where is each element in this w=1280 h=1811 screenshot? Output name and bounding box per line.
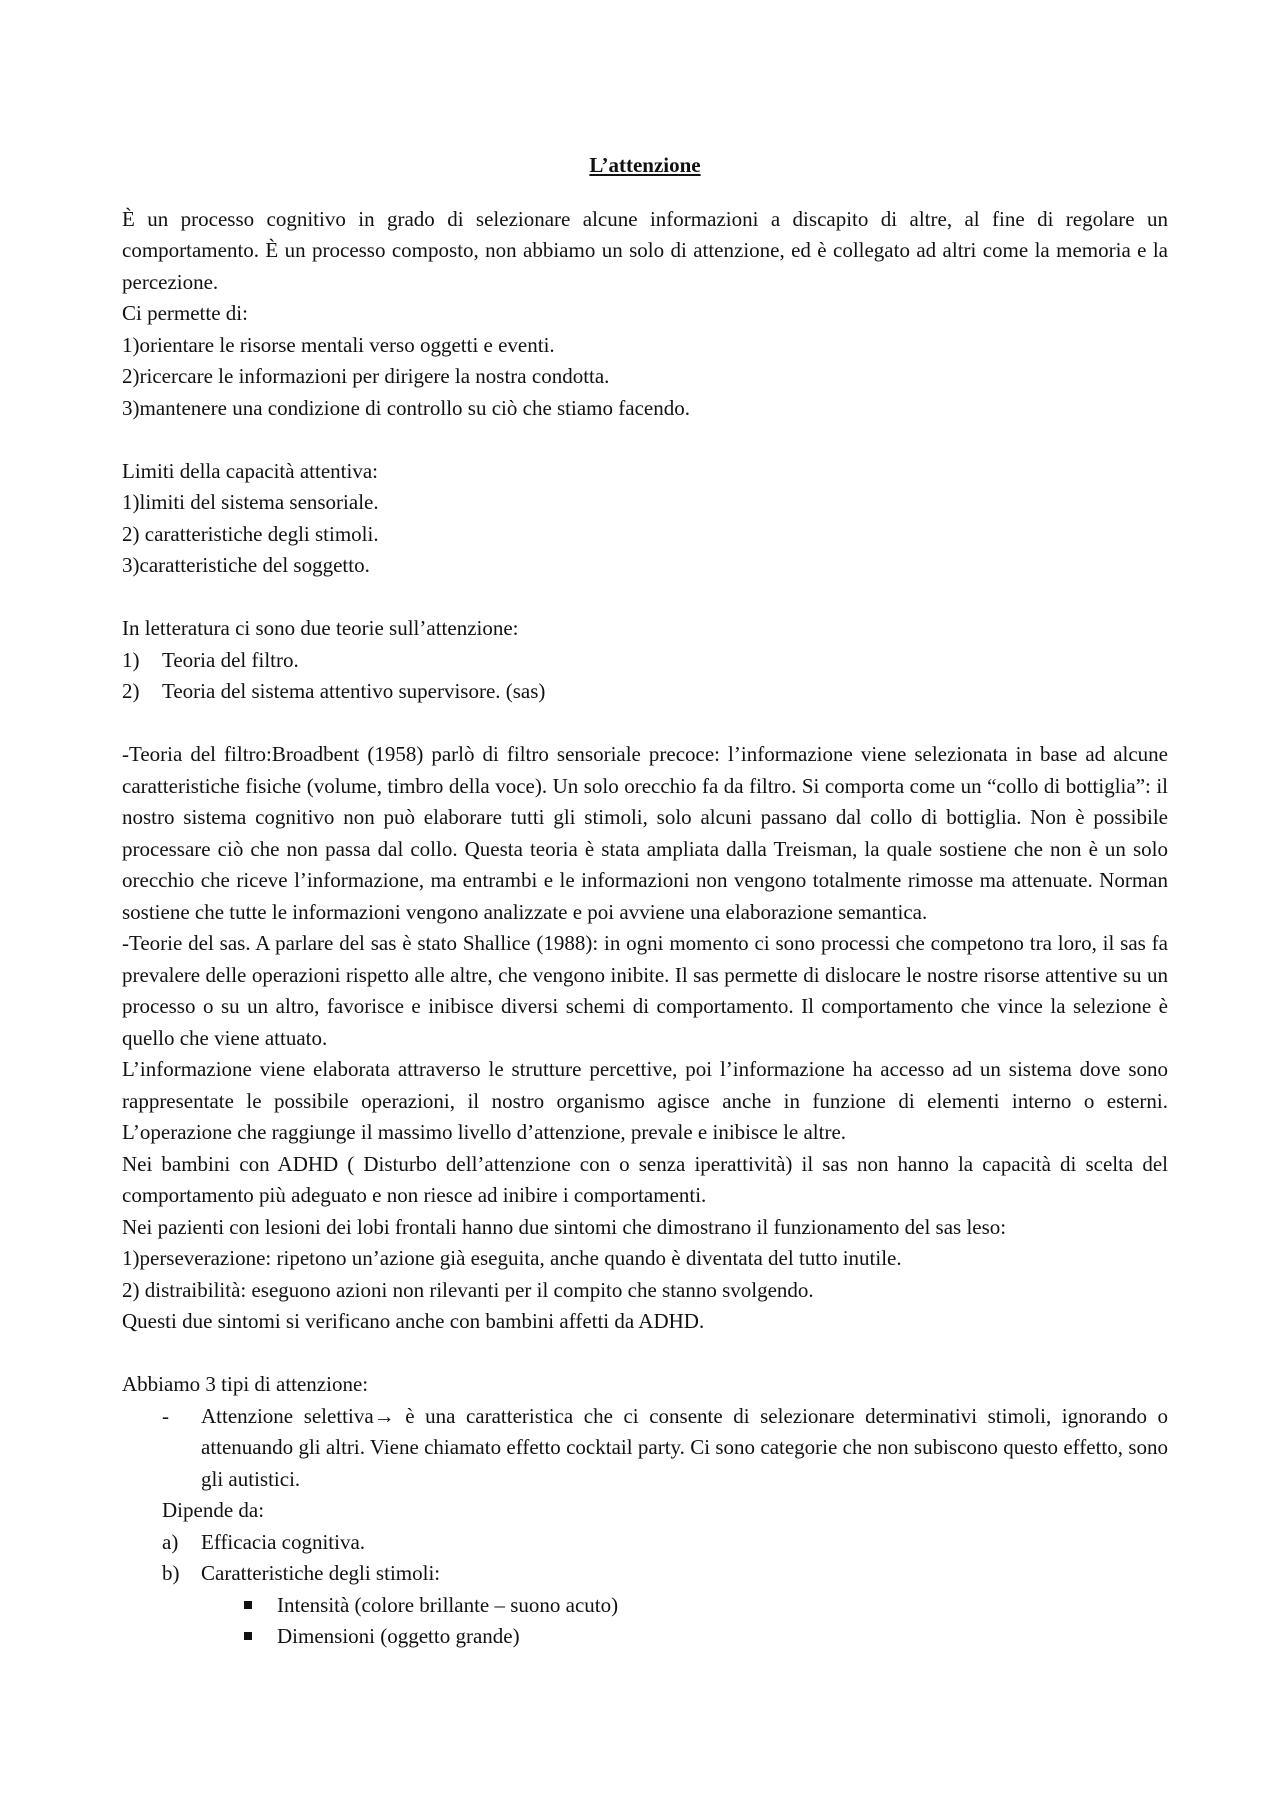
fattore-item xyxy=(122,1558,1168,1590)
fattore-item xyxy=(122,1527,1168,1559)
spacer xyxy=(122,582,1168,614)
limiti-item: 3)caratteristiche del soggetto. xyxy=(122,553,370,577)
sas-paragraph: -Teorie del sas. A parlare del sas è stato Shallice (1988): in ogni momento ci sono processi che competono tra loro, il sas fa prevalere delle operazioni rispetto alle altre, che vengono inibite. Il sas permette di dislocare le nostre risorse attentive su un processo o su un altro, favorisce e inibisce diversi schemi di comportamento. Il comportamento che vince la selezione è quello che viene attuato. xyxy=(122,931,1168,1050)
lesioni-intro: Nei pazienti con lesioni dei lobi frontali hanno due sintomi che dimostrano il funzionamento del sas leso: xyxy=(122,1214,1007,1239)
item-text: Dimensioni (oggetto grande) xyxy=(277,1624,520,1648)
stimolo-item xyxy=(122,1621,1168,1653)
lesioni-item: 2) distraibilità: eseguono azioni non rilevanti per il compito che stanno svolgendo. xyxy=(122,1277,814,1302)
item-number: 2) xyxy=(122,679,140,703)
spacer xyxy=(122,708,1168,740)
square-bullet-icon xyxy=(240,1590,277,1622)
document-page xyxy=(122,150,1168,1653)
teorie-item xyxy=(122,645,1168,677)
dipende-heading: Dipende da: xyxy=(162,1498,265,1522)
dash-bullet: - xyxy=(162,1403,169,1428)
page-title: L’attenzione xyxy=(589,153,701,177)
square-bullet-icon xyxy=(240,1621,277,1653)
item-text: Teoria del sistema attentivo supervisore. (sas) xyxy=(162,679,546,703)
spacer xyxy=(122,424,1168,456)
item-text: Teoria del filtro. xyxy=(162,647,299,672)
permette-item: 1)orientare le risorse mentali verso oggetti e eventi. xyxy=(122,332,555,357)
elaborazione-paragraph: L’informazione viene elaborata attraverso le strutture percettive, poi l’informazione ha accesso ad un sistema dove sono rappresentate le possibile operazioni, il nostro organismo agisce anche in funzione di elementi interno o esterni. L’operazione che raggiunge il massimo livello d’attenzione, prevale e inibisce le altre. xyxy=(122,1057,1168,1144)
selettiva-item xyxy=(122,1401,1168,1496)
item-number: 1) xyxy=(122,647,140,672)
permette-item: 3)mantenere una condizione di controllo su ciò che stiamo facendo. xyxy=(122,395,690,420)
item-letter: b) xyxy=(162,1561,180,1585)
item-letter: a) xyxy=(162,1529,179,1554)
limiti-item: 2) caratteristiche degli stimoli. xyxy=(122,521,379,546)
lesioni-closing: Questi due sintomi si verificano anche con bambini affetti da ADHD. xyxy=(122,1309,705,1333)
limiti-heading: Limiti della capacità attentiva: xyxy=(122,458,378,483)
item-text: Intensità (colore brillante – suono acuto) xyxy=(277,1592,619,1617)
teorie-heading: In letteratura ci sono due teorie sull’attenzione: xyxy=(122,616,519,640)
teorie-item xyxy=(122,676,1168,708)
selettiva-text: Attenzione selettiva→ è una caratteristica che ci consente di selezionare determinativi stimoli, ignorando o attenuando gli altri. Viene chiamato effetto cocktail party. Ci sono categorie che non subiscono questo effetto, sono gli autistici. xyxy=(201,1403,1168,1491)
permette-item: 2)ricercare le informazioni per dirigere la nostra condotta. xyxy=(122,364,610,388)
permette-heading: Ci permette di: xyxy=(122,301,248,325)
spacer xyxy=(122,1338,1168,1370)
filtro-paragraph: -Teoria del filtro:Broadbent (1958) parlò di filtro sensoriale precoce: l’informazione viene selezionata in base ad alcune caratteristiche fisiche (volume, timbro della voce). Un solo orecchio fa da filtro. Si comporta come un “collo di bottiglia”: il nostro sistema cognitivo non può elaborare tutti gli stimoli, solo alcuni passano dal collo di bottiglia. Non è possibile processare ciò che non passa dal collo. Questa teoria è stata ampliata dalla Treisman, la quale sostiene che non è un solo orecchio che riceve l’informazione, ma entrambi e le informazioni non vengono totalmente rimosse ma attenuate. Norman sostiene che tutte le informazioni vengono analizzate e poi avviene una elaborazione semantica. xyxy=(122,742,1168,924)
intro-paragraph: È un processo cognitivo in grado di selezionare alcune informazioni a discapito di altre, al fine di regolare un comportamento. È un processo composto, non abbiamo un solo di attenzione, ed è collegato ad altri come la memoria e la percezione. xyxy=(122,206,1168,294)
item-text: Efficacia cognitiva. xyxy=(201,1529,366,1554)
tipi-heading: Abbiamo 3 tipi di attenzione: xyxy=(122,1372,369,1396)
lesioni-item: 1)perseverazione: ripetono un’azione già eseguita, anche quando è diventata del tutto inutile. xyxy=(122,1246,902,1270)
adhd-paragraph: Nei bambini con ADHD ( Disturbo dell’attenzione con o senza iperattività) il sas non hanno la capacità di scelta del comportamento più adeguato e non riesce ad inibire i comportamenti. xyxy=(122,1151,1168,1207)
item-text: Caratteristiche degli stimoli: xyxy=(201,1561,441,1585)
stimolo-item xyxy=(122,1590,1168,1622)
limiti-item: 1)limiti del sistema sensoriale. xyxy=(122,490,379,514)
